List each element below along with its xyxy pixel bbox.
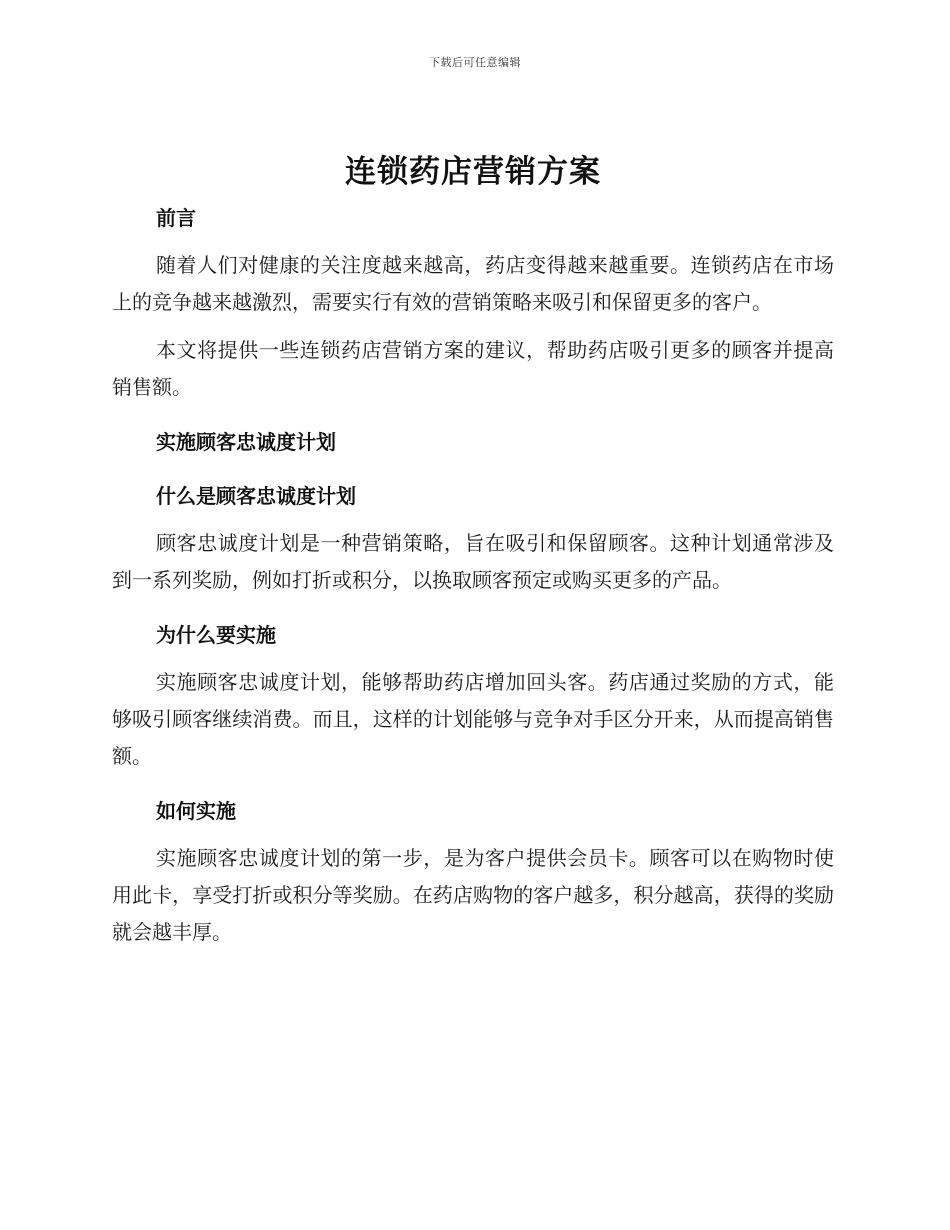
document-body (112, 148, 834, 951)
paragraph-what-is-1: 顾客忠诚度计划是一种营销策略，旨在吸引和保留顾客。这种计划通常涉及到一系列奖励，例如打折或积分，以换取顾客预定或购买更多的产品。 (112, 531, 834, 592)
heading-preface: 前言 (156, 206, 196, 230)
page-header: 下载后可任意编辑 (429, 56, 521, 69)
heading-what-is-loyalty-program: 什么是顾客忠诚度计划 (156, 484, 356, 508)
paragraph-how-1: 实施顾客忠诚度计划的第一步，是为客户提供会员卡。顾客可以在购物时使用此卡，享受打折或积分等奖励。在药店购物的客户越多，积分越高，获得的奖励就会越丰厚。 (112, 846, 834, 944)
heading-how-implement: 如何实施 (156, 799, 236, 823)
document-title: 连锁药店营销方案 (345, 154, 601, 190)
heading-why-implement: 为什么要实施 (156, 623, 276, 647)
paragraph-preface-2: 本文将提供一些连锁药店营销方案的建议，帮助药店吸引更多的顾客并提高销售额。 (112, 338, 834, 399)
paragraph-preface-1: 随着人们对健康的关注度越来越高，药店变得越来越重要。连锁药店在市场上的竞争越来越激烈，需要实行有效的营销策略来吸引和保留更多的客户。 (112, 253, 834, 314)
paragraph-why-1: 实施顾客忠诚度计划，能够帮助药店增加回头客。药店通过奖励的方式，能够吸引顾客继续消费。而且，这样的计划能够与竞争对手区分开来，从而提高销售额。 (112, 670, 834, 768)
heading-loyalty-program: 实施顾客忠诚度计划 (156, 430, 336, 454)
